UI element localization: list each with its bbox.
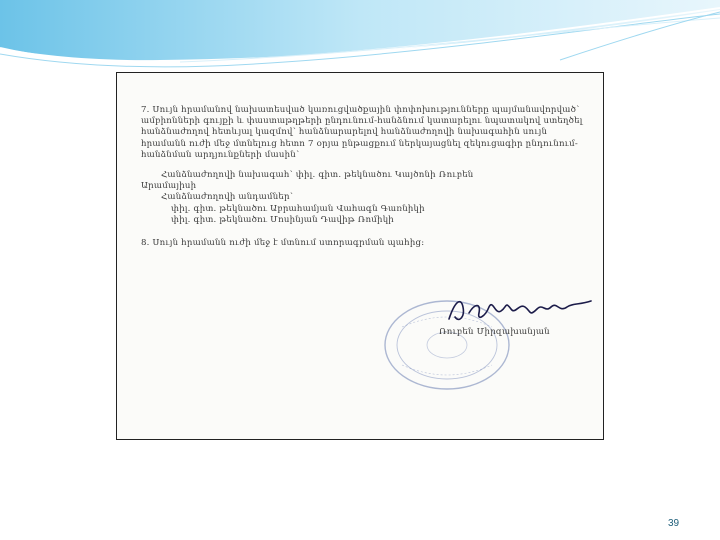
signer-name: Ռուբեն Միրզախանյան bbox=[439, 327, 550, 337]
paragraph-8: 8. Սույն հրամանն ուժի մեջ է մտնում ստորագրման պահից: bbox=[141, 238, 425, 249]
handwritten-signature bbox=[445, 293, 595, 327]
scanned-document bbox=[116, 72, 604, 440]
page-number: 39 bbox=[668, 518, 680, 529]
commission-chair-patronymic: Արամայիսի bbox=[141, 181, 197, 192]
commission-member-2: փիլ. գիտ. թեկնածու Մոսինյան Դավիթ Ռոմիկի bbox=[171, 214, 394, 225]
paragraph-7: 7. Սույն հրամանով նախատեսված կառուցվածքային փոփոխությունները պայմանավորված՝ ամբիոնների գույքի և փաստաթղթերի ընդունում-հանձնում կատարելու նպատակով ստեղծել հանձնաժողով հետևյալ կազմով՝ հանձնարարելով հանձնաժողովի նախագահին սույն հրամանն ուժի մեջ մտնելուց հետո 7 օրյա ընթացքում ներկայացնել զեկուցագիր ընդունում-հանձնման արդյունքների մասին՝ bbox=[141, 105, 583, 160]
commission-member-1: փիլ. գիտ. թեկնածու Աբրահամյան Վահագն Գառնիկի bbox=[171, 203, 425, 214]
header-wave-banner bbox=[0, 0, 720, 80]
commission-chair-line: Հանձնաժողովի նախագահ՝ փիլ. գիտ. թեկնածու Կայծոնի Ռուբեն bbox=[161, 170, 474, 181]
commission-members-title: Հանձնաժողովի անդամներ՝ bbox=[161, 192, 294, 203]
document-text bbox=[141, 105, 591, 249]
